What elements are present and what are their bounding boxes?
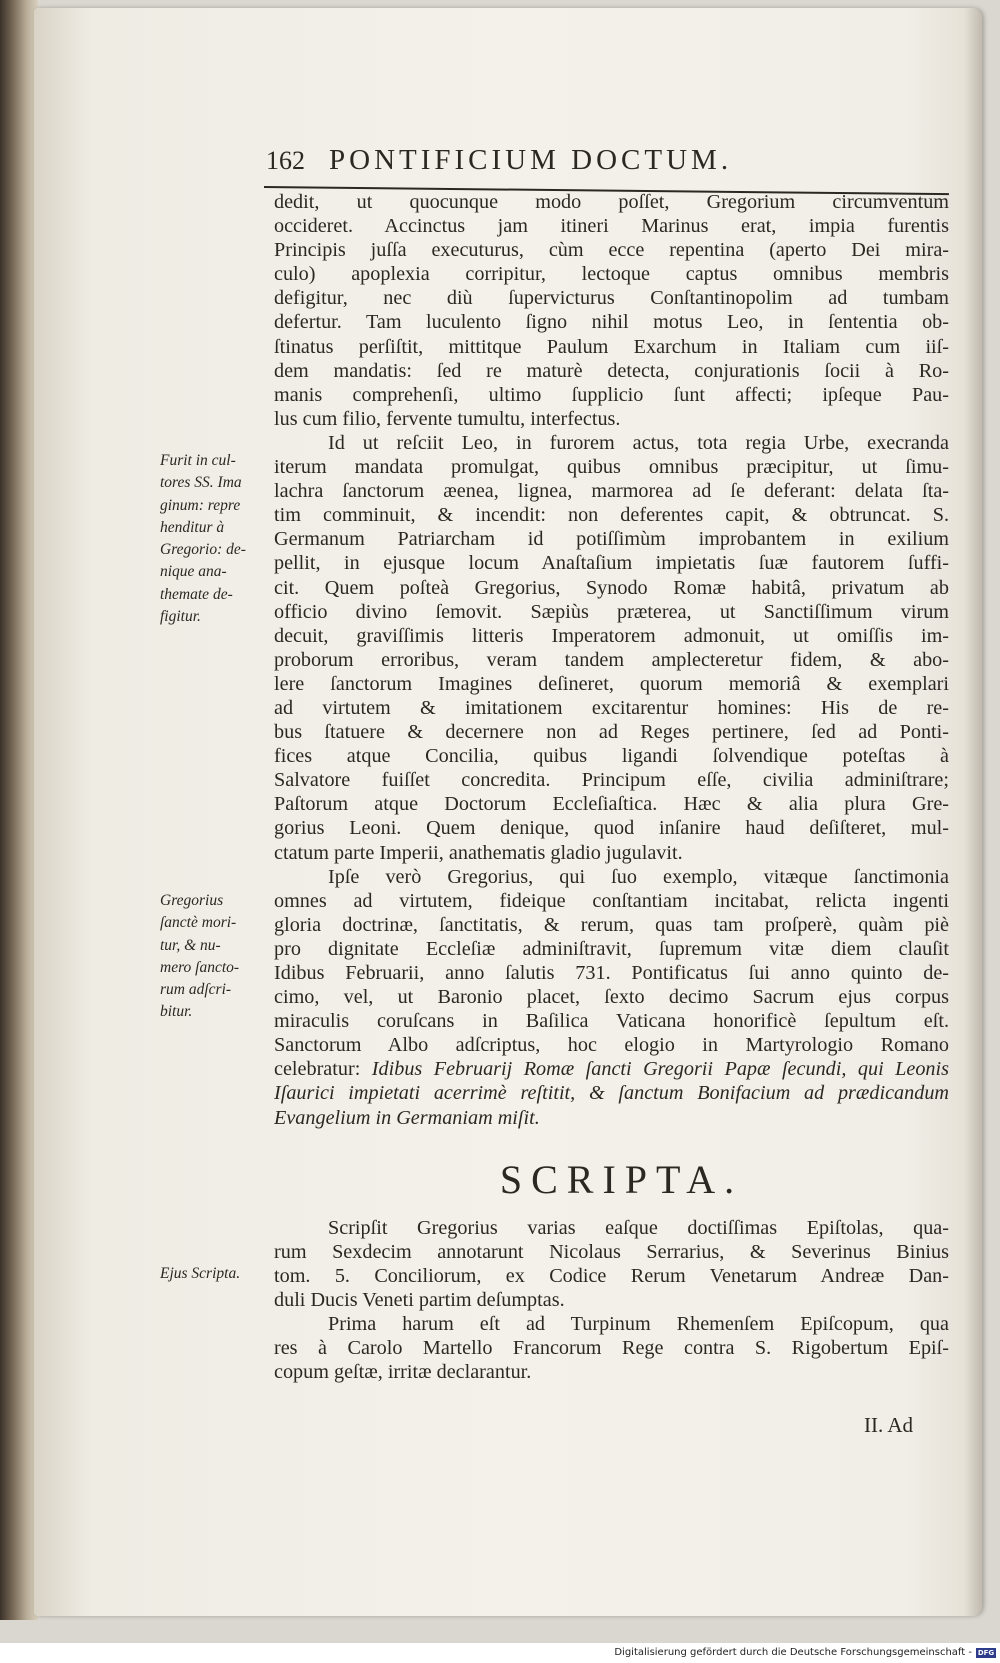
- page-header: [266, 144, 946, 186]
- text-line: Sanctorum Albo adſcriptus, hoc elogio in Martyrologio Romano: [274, 1034, 949, 1057]
- body-text: [274, 190, 949, 1384]
- margin-note-line: bitur.: [160, 1003, 193, 1021]
- text-line: manis comprehenſi, ultimo ſupplicio ſunt affecti; ipſeque Pau-: [274, 383, 949, 406]
- text-line: Scripſit Gregorius varias eaſque doctiſſimas Epiſtolas, qua-: [328, 1216, 949, 1239]
- text-line: miraculis coruſcans in Baſilica Vaticana honorificè ſepultum eſt.: [274, 1010, 949, 1033]
- text-line: officio divino ſemovit. Sæpiùs præterea, ut Sanctiſſimum virum: [274, 600, 949, 623]
- margin-note: [160, 890, 260, 1024]
- margin-note-line: themate de-: [160, 585, 233, 603]
- text-line: Salvatore fuiſſet concredita. Principum eſſe, civilia adminiſtrare;: [274, 769, 949, 792]
- text-line: occideret. Accinctus jam itineri Marinus erat, impia furentis: [274, 215, 949, 238]
- text-line: decuit, graviſſimis litteris Imperatorem admonuit, ut omiſſis im-: [274, 624, 949, 647]
- margin-note-line: figitur.: [160, 608, 201, 626]
- text-line: lus cum filio, fervente tumultu, interfectus.: [274, 407, 621, 430]
- text-line: Prima harum eſt ad Turpinum Rhemenſem Epiſcopum, qua: [328, 1313, 949, 1336]
- text-line: iterum mandata promulgat, quibus omnibus præcipitur, ut ſimu-: [274, 456, 949, 479]
- section-heading: SCRIPTA.: [499, 1156, 744, 1202]
- margin-note-line: Furit in cul-: [160, 452, 236, 469]
- text-line: culo) apoplexia corripitur, lectoque captus omnibus membris: [274, 263, 949, 286]
- text-line: [274, 1057, 949, 1081]
- text-line: ſtinatus perſiſtit, mittitque Paulum Exarchum in Italiam cum iiſ-: [274, 335, 949, 358]
- text-line: omnes ad virtutem, fideique conſtantiam incitabat, relicta ingenti: [274, 889, 949, 912]
- digitization-credit-bar: [0, 1643, 1000, 1663]
- text-line: Paſtorum atque Doctorum Eccleſiaſtica. Hæc & alia plura Gre-: [274, 793, 949, 816]
- text-line: pro dignitate Eccleſiæ adminiſtravit, ſupremum vitæ diem clauſit: [274, 937, 949, 960]
- spacer: [274, 1130, 949, 1150]
- margin-note-line: rum adſcri-: [160, 981, 232, 999]
- text-line: Idibus Februarii, anno ſalutis 731. Pontificatus ſui anno quinto de-: [274, 962, 949, 984]
- page-shadow: [964, 8, 982, 1616]
- text-line: copum geſtæ, irritæ declarantur.: [274, 1361, 532, 1384]
- margin-note-line: tores SS. Ima: [160, 474, 242, 492]
- text-line: proborum erroribus, veram tandem amplecteretur fidem, & abo-: [274, 648, 949, 671]
- text-line: duli Ducis Veneti partim deſumptas.: [274, 1288, 565, 1311]
- margin-note-line: Gregorius: [160, 892, 224, 909]
- martyrology-quote-line: Iſaurici impietati acerrimè reſtitit, & ſanctum Bonifacium ad prædicandum: [274, 1082, 949, 1105]
- digitization-credit: Digitalisierung gefördert durch die Deutsche Forschungsgemeinschaft -: [614, 1647, 972, 1658]
- text-line: bus ſtatuere & decernere non ad Reges pertinere, ſed ad Ponti-: [274, 721, 949, 744]
- text-line: gorius Leoni. Quem denique, quod inſanire haud deſiſteret, mul-: [274, 817, 949, 840]
- page-number: 162: [266, 146, 305, 175]
- margin-note-line: Ejus Scripta.: [160, 1265, 241, 1282]
- margin-note-line: tur, & nu-: [160, 936, 221, 954]
- text-line: cit. Quem poſteà Gregorius, Synodo Romæ habitâ, privatum ab: [274, 576, 949, 599]
- text-line: defigitur, nec diù ſupervicturus Conſtantinopolim ad tumbam: [274, 287, 949, 310]
- text-line: defertur. Tam luculento ſigno nihil motus Leo, in ſententia ob-: [274, 311, 949, 334]
- catchword: II. Ad: [864, 1413, 913, 1437]
- text-line: Id ut reſciit Leo, in furorem actus, tota regia Urbe, execranda: [328, 431, 949, 454]
- text-line: tom. 5. Conciliorum, ex Codice Rerum Venetarum Andreæ Dan-: [274, 1264, 949, 1287]
- quote-intro: celebratur:: [274, 1058, 361, 1081]
- running-title: PONTIFICIUM DOCTUM.: [329, 144, 733, 176]
- text-line: ad virtutem & imitationem excitarentur homines: His de re-: [274, 696, 949, 719]
- text-line: lachra ſanctorum æenea, lignea, marmorea ad ſe deferant: delata ſta-: [274, 480, 949, 503]
- text-line: dedit, ut quocunque modo poſſet, Gregorium circumventum: [274, 191, 949, 213]
- text-line: lere ſanctorum Imagines deſineret, quorum memoriâ & exemplari: [274, 672, 949, 695]
- martyrology-quote-line: Evangelium in Germaniam miſit.: [274, 1106, 540, 1129]
- text-line: fices atque Concilia, quibus ligandi ſolvendique poteſtas à: [274, 745, 949, 768]
- margin-note-line: ſanctè mori-: [160, 914, 237, 932]
- text-line: Ipſe verò Gregorius, qui ſuo exemplo, vitæque ſanctimonia: [328, 865, 949, 888]
- margin-note: [160, 450, 260, 628]
- margin-note-line: nique ana-: [160, 563, 227, 581]
- text-line: ctatum parte Imperii, anathematis gladio jugulavit.: [274, 841, 683, 864]
- margin-note-line: ginum: repre: [160, 496, 241, 514]
- text-line: pellit, in ejusque locum Anaſtaſium impietatis ſuæ fautorem ſuffi-: [274, 552, 949, 575]
- text-line: dem mandatis: ſed re maturè detecta, conjurationis ſocii à Ro-: [274, 359, 949, 382]
- text-line: res à Carolo Martello Francorum Rege contra S. Rigobertum Epiſ-: [274, 1337, 949, 1360]
- martyrology-quote-line: Idibus Februarij Romæ ſancti Gregorii Papæ ſecundi, qui Leonis: [371, 1058, 949, 1081]
- dfg-logo: DFG: [977, 1649, 995, 1657]
- margin-note-line: mero ſancto-: [160, 958, 240, 976]
- book-edge: [0, 0, 38, 1620]
- margin-note-line: Gregorio: de-: [160, 541, 246, 559]
- text-line: Germanum Patriarcham id potiſſimùm improbantem in exilium: [274, 528, 949, 551]
- text-line: tim comminuit, & incendit: non deferentes capit, & obtruncat. S.: [274, 504, 949, 527]
- text-line: rum Sexdecim annotarunt Nicolaus Serrarius, & Severinus Binius: [274, 1240, 949, 1263]
- margin-note-line: henditur à: [160, 518, 225, 536]
- text-line: cimo, vel, ut Baronio placet, ſexto decimo Sacrum ejus corpus: [274, 986, 949, 1009]
- margin-note: [160, 1263, 260, 1285]
- text-line: gloria doctrinæ, ſanctitatis, & rerum, quas tam proſperè, quàm piè: [274, 913, 949, 936]
- text-line: Principis juſſa executurus, cùm ecce repentina (aperto Dei mira-: [274, 239, 949, 262]
